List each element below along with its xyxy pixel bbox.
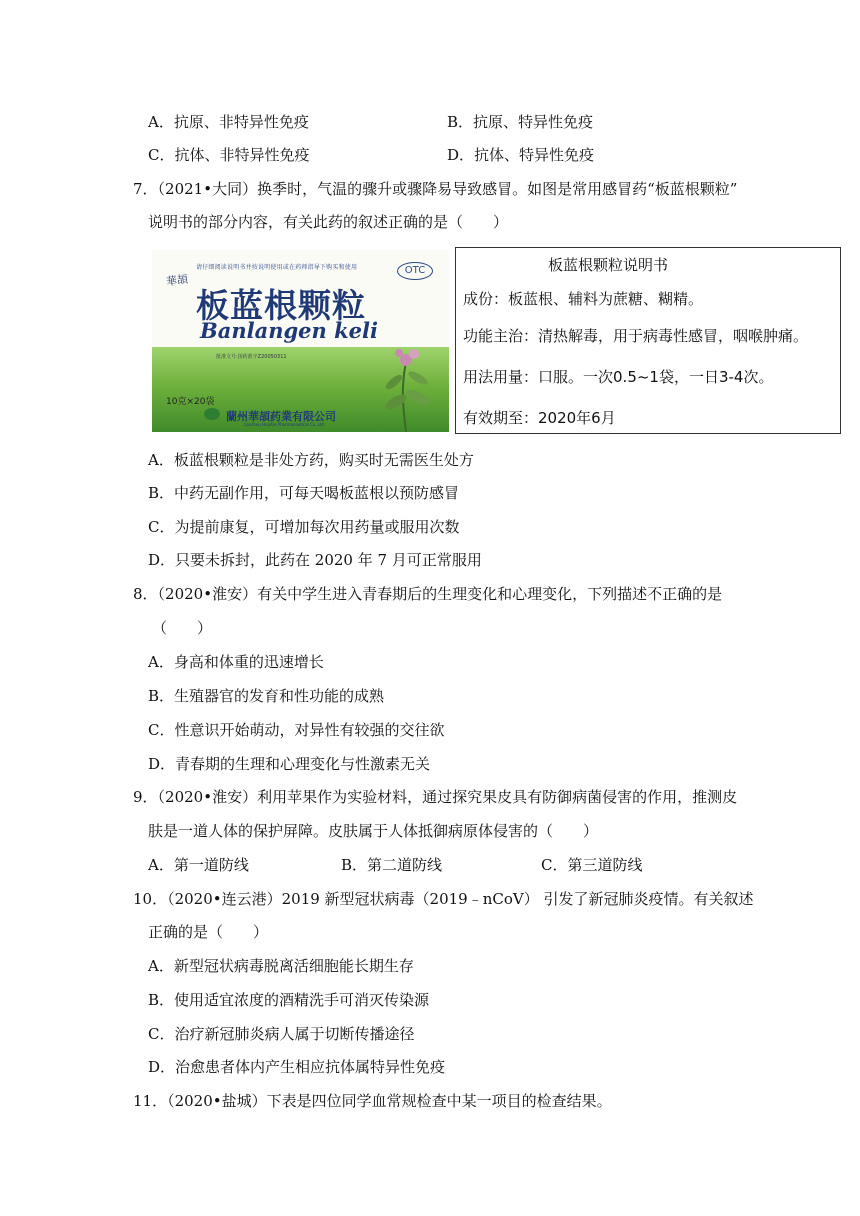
q8-option-a: A．身高和体重的迅速增长 xyxy=(148,653,324,671)
q10-option-c: C．治疗新冠肺炎病人属于切断传播途径 xyxy=(148,1025,415,1043)
q9-option-a: A．第一道防线 xyxy=(148,856,249,874)
q8-stem-line1: 8．（2020•淮安）有关中学生进入青春期后的生理变化和心理变化，下列描述不正确的是 xyxy=(133,585,723,603)
q10-option-a: A．新型冠状病毒脱离活细胞能长期生存 xyxy=(148,957,414,975)
box-brand-logo: 華頡 xyxy=(165,272,189,289)
q7-stem-line2: 说明书的部分内容，有关此药的叙述正确的是（ ） xyxy=(148,213,509,231)
q6-option-a: A．抗原、非特异性免疫 xyxy=(148,113,309,131)
q6-option-d: D．抗体、特异性免疫 xyxy=(447,146,595,164)
q9-stem-line2: 肤是一道人体的保护屏障。皮肤属于人体抵御病原体侵害的（ ） xyxy=(148,822,599,840)
q8-option-b: B．生殖器官的发育和性功能的成熟 xyxy=(148,687,385,705)
q10-stem-line2: 正确的是（ ） xyxy=(148,923,269,941)
maker-logo-icon xyxy=(204,408,220,420)
q6-option-b: B．抗原、特异性免疫 xyxy=(447,113,594,131)
q10-stem-line1: 10．（2020•连云港）2019 新型冠状病毒（2019﹣nCoV） 引发了新冠肺炎疫情。有关叙述 xyxy=(133,890,754,908)
box-maker-en: Lanzhou HuaXie Pharmaceutical Co.,Ltd xyxy=(244,422,324,427)
box-spec: 10克×20袋 xyxy=(166,397,215,407)
card-expiry: 有效期至：2020年6月 xyxy=(463,409,616,427)
q7-option-a: A．板蓝根颗粒是非处方药，购买时无需医生处方 xyxy=(148,451,474,469)
q7-option-d: D．只要未拆封，此药在 2020 年 7 月可正常服用 xyxy=(148,551,482,569)
box-english-title: Banlangen keli xyxy=(200,318,378,343)
q9-stem-line1: 9．（2020•淮安）利用苹果作为实验材料，通过探究果皮具有防御病菌侵害的作用，推测皮 xyxy=(133,788,738,806)
box-maker: 蘭州華頡药業有限公司 xyxy=(226,410,336,423)
q9-option-b: B．第二道防线 xyxy=(341,856,443,874)
card-ingredients: 成份：板蓝根、辅料为蔗糖、糊精。 xyxy=(463,290,704,308)
q11-stem-line1: 11．（2020•盐城）下表是四位同学血常规检查中某一项目的检查结果。 xyxy=(133,1092,612,1110)
q9-option-c: C．第三道防线 xyxy=(541,856,643,874)
card-function: 功能主治：清热解毒，用于病毒性感冒，咽喉肿痛。 xyxy=(463,327,809,345)
q7-stem-line1: 7．（2021•大同）换季时，气温的骤升或骤降易导致感冒。如图是常用感冒药“板蓝根颗粒” xyxy=(133,180,738,198)
box-approval-number: 批准文号:国药准字Z20050311 xyxy=(216,354,287,360)
q7-option-c: C．为提前康复，可增加每次用药量或服用次数 xyxy=(148,518,460,536)
q6-option-c: C．抗体、非特异性免疫 xyxy=(148,146,310,164)
q8-option-c: C．性意识开始萌动，对异性有较强的交往欲 xyxy=(148,721,445,739)
q7-option-b: B．中药无副作用，可每天喝板蓝根以预防感冒 xyxy=(148,484,460,502)
q10-option-b: B．使用适宜浓度的酒精洗手可消灭传染源 xyxy=(148,991,430,1009)
q8-option-d: D．青春期的生理和心理变化与性激素无关 xyxy=(148,755,431,773)
card-title: 板蓝根颗粒说明书 xyxy=(548,256,669,274)
otc-badge: OTC xyxy=(397,262,433,280)
q8-stem-line2: （ ） xyxy=(152,619,213,637)
box-top-note: 请仔细阅读说明书并按说明使用或在药师指导下购买和使用 xyxy=(196,264,358,271)
medicine-box-image xyxy=(152,250,449,432)
box-chinese-title: 板蓝根颗粒 xyxy=(196,286,366,325)
q10-option-d: D．治愈患者体内产生相应抗体属特异性免疫 xyxy=(148,1058,446,1076)
instruction-card xyxy=(455,247,841,434)
card-usage: 用法用量：口服。一次0.5~1袋，一日3-4次。 xyxy=(463,368,774,386)
herb-illustration-icon xyxy=(366,342,446,432)
